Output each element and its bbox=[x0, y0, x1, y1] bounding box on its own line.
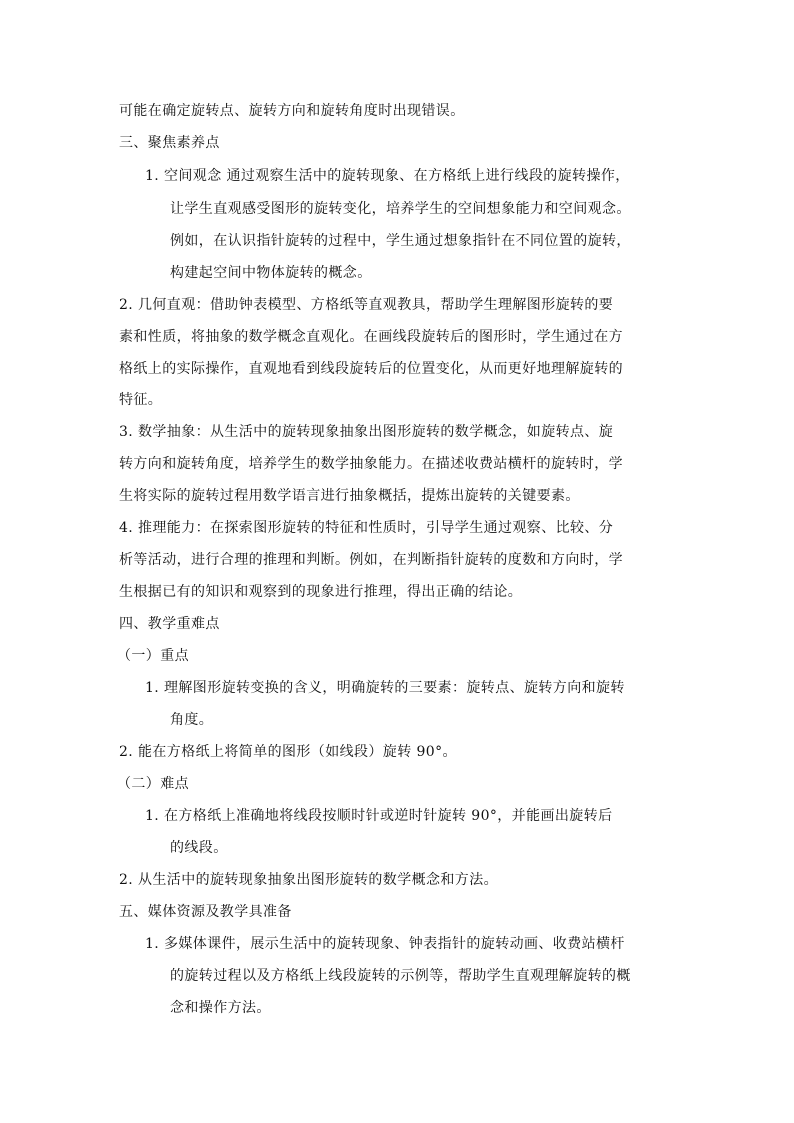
section-heading: 三、聚焦素养点 bbox=[119, 135, 220, 151]
section-heading: 五、媒体资源及教学具准备 bbox=[119, 904, 292, 920]
text-line: 构建起空间中物体旋转的概念。 bbox=[170, 265, 372, 281]
text-line: 让学生直观感受图形的旋转变化，培养学生的空间想象能力和空间观念。 bbox=[170, 201, 631, 217]
text-line: 格纸上的实际操作，直观地看到线段旋转后的位置变化，从而更好地理解旋转的 bbox=[119, 361, 623, 377]
text-line: 生将实际的旋转过程用数学语言进行抽象概括，提炼出旋转的关键要素。 bbox=[119, 488, 580, 504]
text-line: 念和操作方法。 bbox=[170, 1000, 271, 1016]
text-line: 转方向和旋转角度，培养学生的数学抽象能力。在描述收费站横杆的旋转时，学 bbox=[119, 456, 623, 472]
text-line: 角度。 bbox=[170, 712, 214, 728]
section-heading: 四、教学重难点 bbox=[119, 616, 220, 632]
list-item: 3. 数学抽象：从生活中的旋转现象抽象出图形旋转的数学概念，如旋转点、旋 bbox=[119, 424, 614, 440]
text-line: 例如，在认识指针旋转的过程中，学生通过想象指针在不同位置的旋转， bbox=[170, 233, 631, 249]
text-line: 的线段。 bbox=[170, 840, 228, 856]
subsection-heading: （二）难点 bbox=[117, 776, 189, 792]
text-line: 素和性质，将抽象的数学概念直观化。在画线段旋转后的图形时，学生通过在方 bbox=[119, 329, 623, 345]
text-line: 的旋转过程以及方格纸上线段旋转的示例等，帮助学生直观理解旋转的概 bbox=[170, 968, 631, 984]
list-item: 2. 能在方格纸上将简单的图形（如线段）旋转 90°。 bbox=[119, 744, 457, 760]
list-item: 1. 空间观念 通过观察生活中的旋转现象、在方格纸上进行线段的旋转操作， bbox=[145, 168, 630, 184]
subsection-heading: （一）重点 bbox=[117, 648, 189, 664]
list-item: 1. 理解图形旋转变换的含义，明确旋转的三要素：旋转点、旋转方向和旋转 bbox=[145, 680, 625, 696]
list-item: 1. 多媒体课件，展示生活中的旋转现象、钟表指针的旋转动画、收费站横杆 bbox=[145, 936, 625, 952]
list-item: 2. 几何直观：借助钟表模型、方格纸等直观教具，帮助学生理解图形旋转的要 bbox=[119, 297, 614, 313]
text-line: 生根据已有的知识和观察到的现象进行推理，得出正确的结论。 bbox=[119, 584, 523, 600]
list-item: 4. 推理能力：在探索图形旋转的特征和性质时，引导学生通过观察、比较、分 bbox=[119, 520, 614, 536]
text-line: 可能在确定旋转点、旋转方向和旋转角度时出现错误。 bbox=[119, 103, 465, 119]
text-line: 特征。 bbox=[119, 392, 163, 408]
text-line: 析等活动，进行合理的推理和判断。例如，在判断指针旋转的度数和方向时，学 bbox=[119, 552, 623, 568]
list-item: 1. 在方格纸上准确地将线段按顺时针或逆时针旋转 90°，并能画出旋转后 bbox=[145, 808, 613, 824]
list-item: 2. 从生活中的旋转现象抽象出图形旋转的数学概念和方法。 bbox=[119, 872, 499, 888]
